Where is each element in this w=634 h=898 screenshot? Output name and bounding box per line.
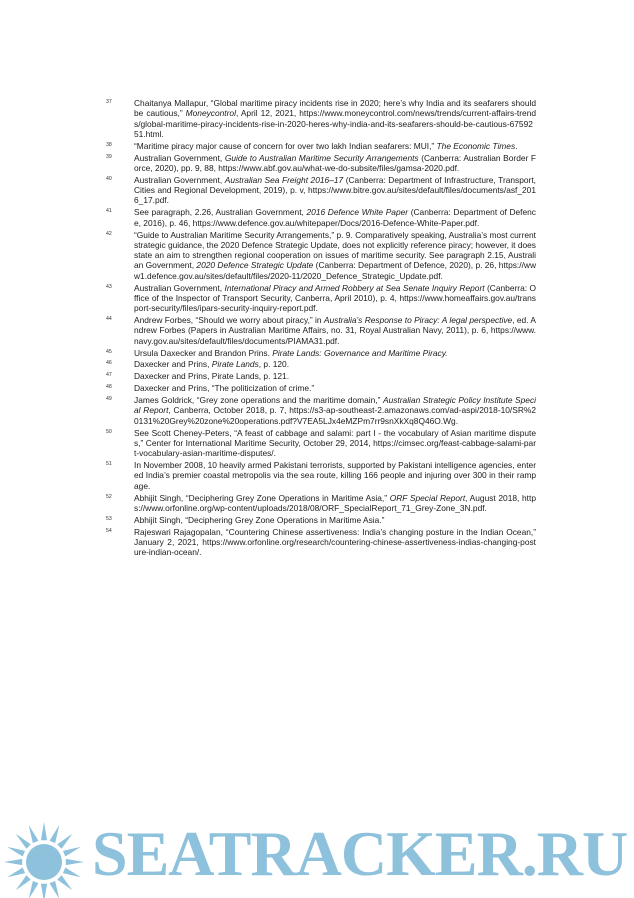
watermark-text: SEATRACKER.RU	[92, 818, 628, 889]
footnote-text-segment: See paragraph, 2.26, Australian Government,	[134, 207, 307, 218]
sun-ray	[7, 847, 25, 857]
footnote-title-italic: The Economic Times	[436, 140, 516, 151]
footnote-text-segment: Ursula Daxecker and Brandon Prins.	[134, 347, 273, 358]
footnote-number: 54	[106, 527, 112, 534]
footnote-number: 46	[106, 360, 112, 367]
sun-ray	[63, 847, 81, 857]
footnote-number: 49	[106, 396, 112, 403]
footnote-number: 47	[106, 372, 112, 379]
footnote-text	[134, 283, 536, 314]
footnote-text-segment: “Maritime piracy major cause of concern for over two lakh Indian seafarers: MUI,”	[134, 140, 437, 151]
footnote-number: 52	[106, 493, 112, 500]
footnote-number: 40	[106, 175, 112, 182]
footnote	[106, 460, 536, 491]
sun-ray	[50, 881, 60, 898]
sun-ray	[16, 875, 31, 890]
footnote-text-segment: .	[515, 140, 518, 151]
footnote-number: 53	[106, 515, 112, 522]
footnote-text-segment: (Canberra: Department of Defence, 2020), p. 26, https://www1.defence.gov.au/sites/default/files/2020-11/2020_Defence_Strategic_Update.pdf.	[134, 260, 536, 281]
footnote-text-segment: , ed. Andrew Forbes (Papers in Australian Maritime Affairs, no. 31, Royal Australian Navy, 2011), p. 6, https://www.navy.gov.au/sites/default/files/documents/PIAMA31.pdf.	[134, 315, 536, 346]
footnote-number: 42	[106, 230, 112, 237]
footnote-text-segment: James Goldrick, “Grey zone operations and the maritime domain,”	[134, 395, 383, 406]
footnote-title-italic: Pirate Lands: Governance and Maritime Piracy.	[272, 347, 448, 358]
sun-ray	[16, 834, 31, 849]
footnote	[106, 371, 536, 381]
footnote-number: 48	[106, 384, 112, 391]
footnote	[106, 383, 536, 393]
footnote	[106, 428, 536, 459]
footnote-text-segment: Australian Government,	[134, 174, 225, 185]
footnote	[106, 230, 536, 281]
footnote	[106, 98, 536, 139]
footnote-text-segment: , p. 120.	[258, 359, 290, 370]
footnote-title-italic: Moneycontrol	[185, 108, 236, 119]
footnote-text-segment: Daxecker and Prins, “The politicization of crime.”	[134, 383, 315, 394]
footnote-number: 43	[106, 283, 112, 290]
footnote-text	[134, 141, 536, 151]
footnote-number: 51	[106, 461, 112, 468]
sun-ray	[29, 881, 39, 898]
footnote-text-segment: “Guide to Australian Maritime Security Arrangements,” p. 9. Comparatively speaking, Australia’s most current strategic guidance, the 2020 Defence Strategic Update, does not explicitly reference piracy; however, it does state an aim to strengthen regional cooperation on issues of maritime security. See paragraph 2.15, Australian Government,	[134, 229, 537, 271]
footnote-title-italic: Australian Sea Freight 2016–17	[224, 174, 344, 185]
footnote-number: 39	[106, 153, 112, 160]
footnote-text	[134, 371, 536, 381]
footnote	[106, 153, 536, 174]
footnote	[106, 175, 536, 206]
footnote	[106, 359, 536, 369]
footnote-title-italic: Guide to Australian Maritime Security Arrangements	[224, 152, 419, 163]
footnote	[106, 207, 536, 228]
footnote-number: 45	[106, 348, 112, 355]
sun-ray	[57, 875, 72, 890]
footnote	[106, 527, 536, 558]
footnote-text	[134, 207, 536, 228]
footnote-text	[134, 359, 536, 369]
footnote-text-segment: , August 2018, https://www.orfonline.org/wp-content/uploads/2018/08/ORF_SpecialReport_71_Grey-Zone_3N.pdf.	[134, 492, 536, 513]
footnote-text-segment: In November 2008, 10 heavily armed Pakistani terrorists, supported by Pakistani intelligence agencies, entered India’s premier coastal metropolis via the sea route, killing 166 people and injuring over 300 in their rampage.	[134, 460, 536, 491]
footnote-text	[134, 230, 536, 281]
footnote-text-segment: (Canberra: Department of Infrastructure, Transport, Cities and Regional Development, 2019), p. v, https://www.bitre.gov.au/sites/default/files/documents/asf_2016_17.pdf.	[134, 174, 537, 206]
footnote-text-segment: Abhijit Singh, “Deciphering Grey Zone Operations in Maritime Asia.”	[134, 514, 385, 525]
footnote-text	[134, 98, 536, 139]
footnote-text	[134, 395, 536, 426]
sun-ray	[57, 834, 72, 849]
footnote-number: 38	[106, 141, 112, 148]
footnote	[106, 141, 536, 151]
footnote-text-segment: (Canberra: Australian Border Force, 2020), pp. 9, 88, https://www.abf.gov.au/what-we-do-subsite/files/gamsa-2020.pdf.	[134, 152, 537, 173]
footnote-text-segment: Chaitanya Mallapur, “Global maritime piracy incidents rise in 2020; here’s why India and its seafarers should be cautious,”	[134, 98, 536, 119]
sun-ray	[41, 884, 47, 898]
footnote	[106, 515, 536, 525]
footnote-title-italic: 2016 Defence White Paper	[306, 207, 409, 218]
footnote	[106, 315, 536, 346]
footnote-text-segment: Andrew Forbes, “Should we worry about piracy,” in	[134, 315, 324, 326]
sun-ray	[41, 822, 47, 840]
footnote-title-italic: Pirate Lands	[211, 359, 259, 370]
footnotes-list	[106, 98, 536, 559]
footnote-text-segment: See Scott Cheney-Peters, “A feast of cabbage and salami: part I - the vocabulary of Asian maritime disputes,” Center for International Maritime Security, October 29, 2014, https://cimsec.org/feast-cabbage-salami-part-vocabulary-asian-maritime-disputes/.	[134, 427, 536, 459]
footnote-title-italic: Australian Strategic Policy Institute Special Report	[134, 395, 537, 416]
footnote-text-segment: Daxecker and Prins,	[134, 359, 212, 370]
footnote-text	[134, 315, 536, 346]
footnote-text	[134, 460, 536, 491]
sun-ray	[66, 859, 84, 865]
footnote	[106, 348, 536, 358]
footnote-text-segment: Abhijit Singh, “Deciphering Grey Zone Operations in Maritime Asia,”	[134, 492, 390, 503]
sun-ray	[29, 825, 39, 843]
footnote-text-segment: , April 12, 2021, https://www.moneycontrol.com/news/trends/current-affairs-trends/global-maritime-piracy-incidents-rise-in-2020-heres-why-india-and-its-seafarers-should-be-cautious-6759251.html.	[134, 108, 537, 139]
footnote	[106, 283, 536, 314]
footnote-number: 37	[106, 99, 112, 105]
footnote-text-segment: Rajeswari Rajagopalan, “Countering Chinese assertiveness: India’s changing posture in the Indian Ocean,” January 2, 2021, https://www.orfonline.org/research/countering-chinese-assertiveness-indias-changing-posture-indian-ocean/.	[134, 526, 536, 558]
footnote-text-segment: , Canberra, October 2018, p. 7, https://s3-ap-southeast-2.amazonaws.com/ad-aspi/2018-10/SR%20131%20Grey%20zone%20operations.pdf?V7EA5LJx4eMZPm7rr9snXkXq8Q46O.Wg.	[134, 405, 536, 426]
sun-ray	[63, 868, 81, 878]
footnote-text-segment: Daxecker and Prins, Pirate Lands, p. 121.	[134, 371, 290, 382]
footnote-number: 41	[106, 208, 112, 215]
footnote-text	[134, 527, 536, 558]
sun-ray	[4, 859, 22, 865]
footnote-number: 44	[106, 316, 112, 323]
footnote	[106, 395, 536, 426]
footnote-text	[134, 383, 536, 393]
footnote-number: 50	[106, 428, 112, 435]
footnote-title-italic: ORF Special Report	[389, 492, 466, 503]
footnote-text	[134, 428, 536, 459]
footnote-text	[134, 153, 536, 174]
footnote	[106, 493, 536, 514]
footnote-title-italic: International Piracy and Armed Robbery at Sea Senate Inquiry Report	[224, 282, 485, 293]
footnote-title-italic: 2020 Defence Strategic Update	[196, 260, 314, 271]
footnote-text-segment: (Canberra: Department of Defence, 2016), p. 46, https://www.defence.gov.au/whitepaper/Docs/2016-Defence-White-Paper.pdf.	[134, 207, 536, 228]
sun-ray	[7, 868, 25, 878]
footnote-text	[134, 348, 536, 358]
footnote-text	[134, 515, 536, 525]
footnote-text	[134, 175, 536, 206]
footnote-text	[134, 493, 536, 514]
footnote-text-segment: Australian Government,	[134, 152, 225, 163]
footnote-text-segment: (Canberra: Office of the Inspector of Transport Security, Canberra, April 2010), p. 4, https://www.homeaffairs.gov.au/transport-security/files/ipars-security-inquiry-report.pdf.	[134, 282, 537, 314]
footnote-title-italic: Australia’s Response to Piracy: A legal perspective	[323, 315, 513, 326]
sun-ray	[50, 825, 60, 843]
footnote-text-segment: Australian Government,	[134, 282, 225, 293]
